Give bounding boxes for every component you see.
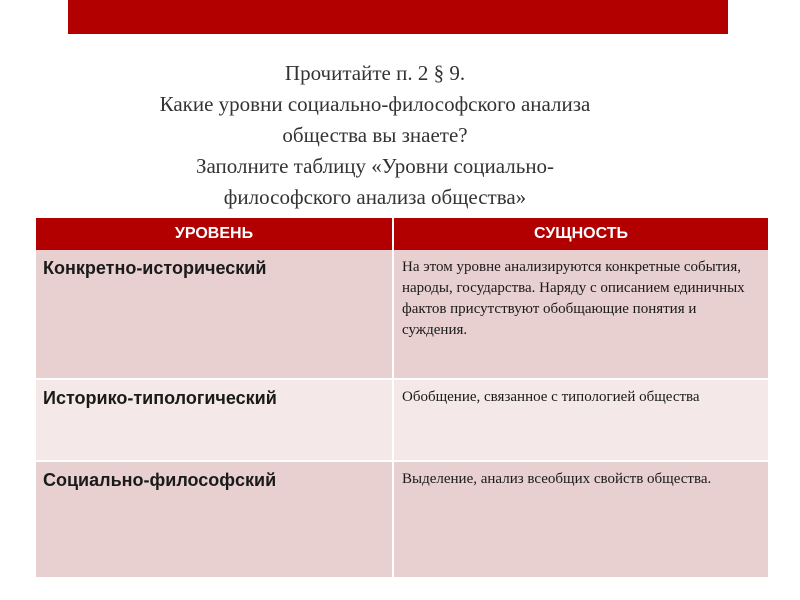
instruction-line: Прочитайте п. 2 § 9. — [284, 61, 466, 85]
instruction-text — [60, 58, 690, 213]
essence-cell: На этом уровне анализируются конкретные события, народы, государства. Наряду с описанием единичных фактов присутствуют обобщающие понятия и суждения. — [393, 250, 768, 379]
essence-cell: Выделение, анализ всеобщих свойств общества. — [393, 461, 768, 578]
levels-table — [36, 218, 768, 579]
instruction-line: Заполните таблицу «Уровни социально- — [195, 154, 555, 178]
instruction-line: общества вы знаете? — [282, 123, 468, 147]
header-essence: СУЩНОСТЬ — [393, 218, 768, 250]
table-row — [36, 379, 768, 461]
instruction-line: философского анализа общества» — [223, 185, 527, 209]
level-cell: Социально-философский — [36, 461, 393, 578]
table-row — [36, 250, 768, 379]
header-level: УРОВЕНЬ — [36, 218, 393, 250]
table-row — [36, 461, 768, 578]
level-cell: Историко-типологический — [36, 379, 393, 461]
level-cell: Конкретно-исторический — [36, 250, 393, 379]
instruction-line: Какие уровни социально-философского анализа — [159, 92, 591, 116]
title-banner — [68, 0, 728, 34]
table-header-row — [36, 218, 768, 250]
essence-cell: Обобщение, связанное с типологией общества — [393, 379, 768, 461]
